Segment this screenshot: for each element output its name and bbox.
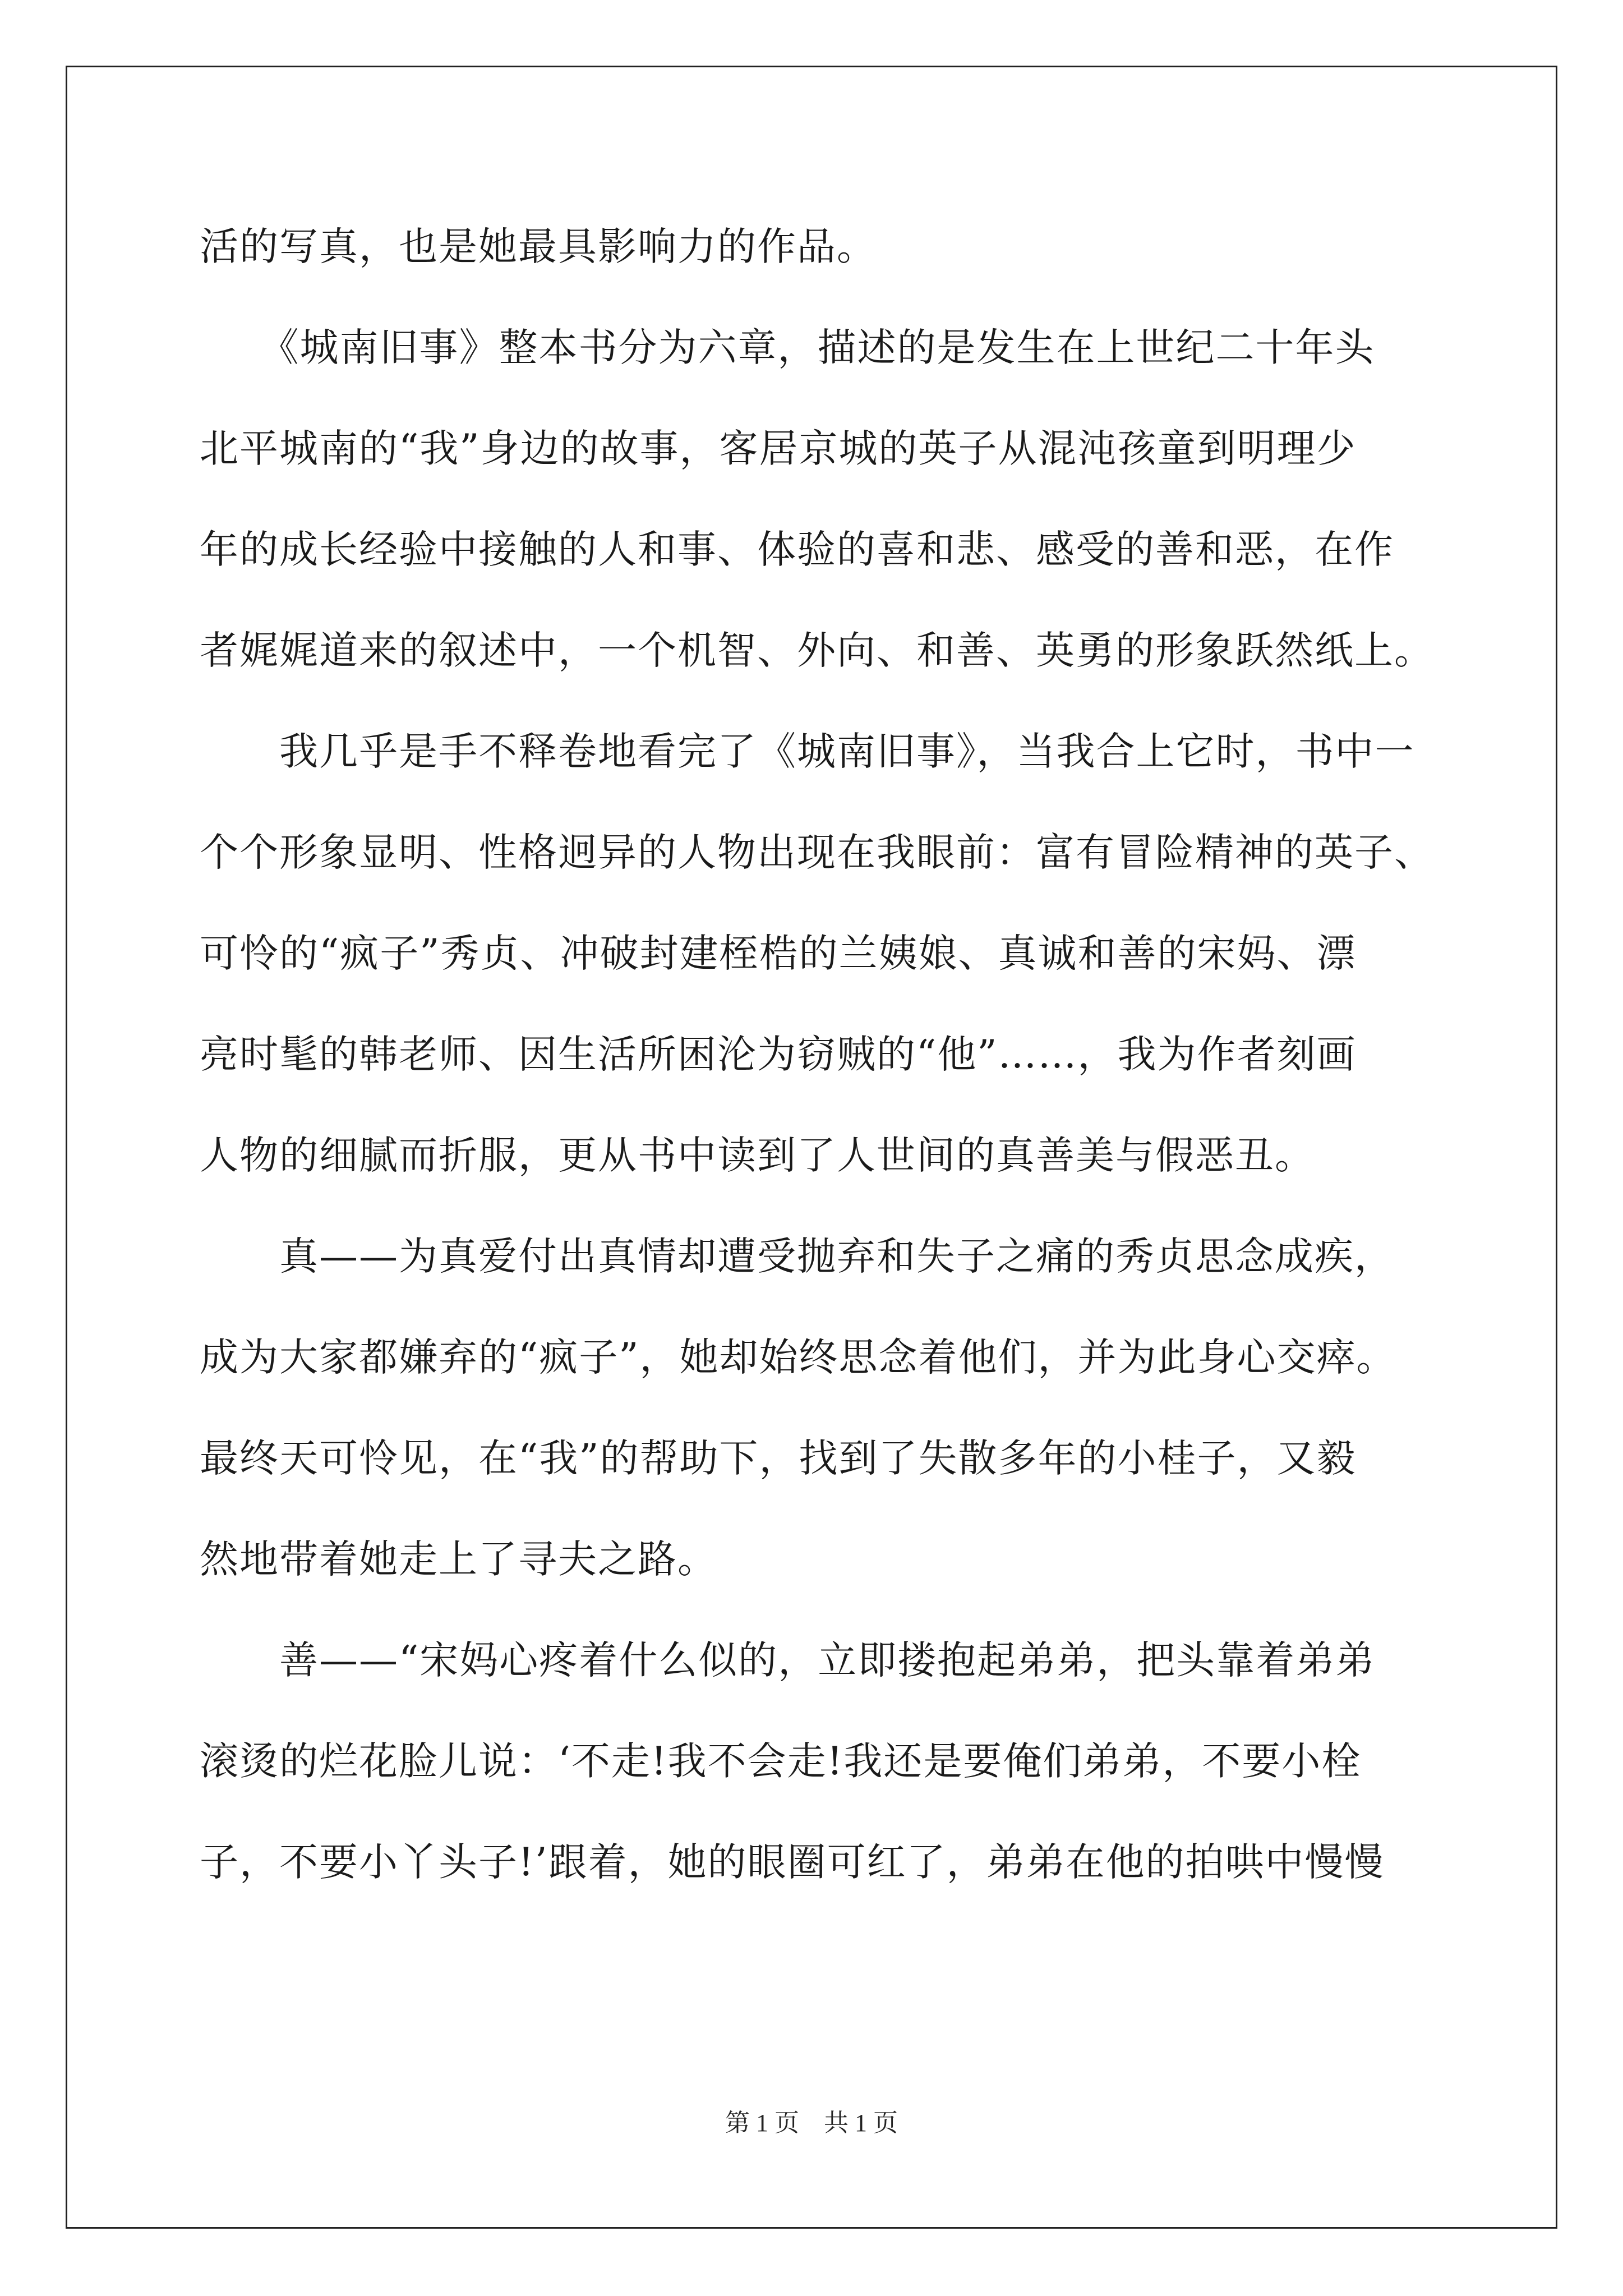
text-line: 善——“宋妈心疼着什么似的，立即搂抱起弟弟，把头靠着弟弟 [200, 1638, 1376, 1683]
text-line: 亮时髦的韩老师、因生活所困沦为窃贼的“他”……，我为作者刻画 [200, 1032, 1357, 1077]
text-line: 者娓娓道来的叙述中，一个机智、外向、和善、英勇的形象跃然纸上。 [200, 628, 1434, 673]
page-total: 共 1 页 [824, 2109, 898, 2137]
page-footer [0, 2106, 1623, 2140]
page-number: 第 1 页 [725, 2109, 799, 2137]
text-line: 然地带着她走上了寻夫之路。 [200, 1537, 717, 1582]
text-line: 北平城南的“我”身边的故事，客居京城的英子从混沌孩童到明理少 [200, 426, 1357, 471]
text-line: 子，不要小丫头子!’跟着，她的眼圈可红了，弟弟在他的拍哄中慢慢 [200, 1840, 1385, 1885]
text-line: 我几乎是手不释卷地看完了《城南旧事》，当我合上它时，书中一 [200, 729, 1415, 774]
text-line: 人物的细腻而折服，更从书中读到了人世间的真善美与假恶丑。 [200, 1133, 1315, 1178]
text-line: 活的写真，也是她最具影响力的作品。 [200, 224, 877, 269]
text-line: 可怜的“疯子”秀贞、冲破封建桎梏的兰姨娘、真诚和善的宋妈、漂 [200, 931, 1357, 976]
text-line: 年的成长经验中接触的人和事、体验的喜和悲、感受的善和恶，在作 [200, 527, 1394, 572]
text-line: 《城南旧事》整本书分为六章，描述的是发生在上世纪二十年头 [200, 325, 1375, 370]
text-line: 成为大家都嫌弃的“疯子”，她却始终思念着他们，并为此身心交瘁。 [200, 1335, 1396, 1380]
text-line: 最终天可怜见，在“我”的帮助下，找到了失散多年的小桂子，又毅 [200, 1436, 1357, 1481]
text-line: 滚烫的烂花脸儿说：‘不走!我不会走!我还是要俺们弟弟，不要小栓 [200, 1739, 1362, 1784]
text-line: 个个形象显明、性格迥异的人物出现在我眼前：富有冒险精神的英子、 [200, 830, 1434, 875]
text-line: 真——为真爱付出真情却遭受抛弃和失子之痛的秀贞思念成疾， [200, 1234, 1394, 1279]
